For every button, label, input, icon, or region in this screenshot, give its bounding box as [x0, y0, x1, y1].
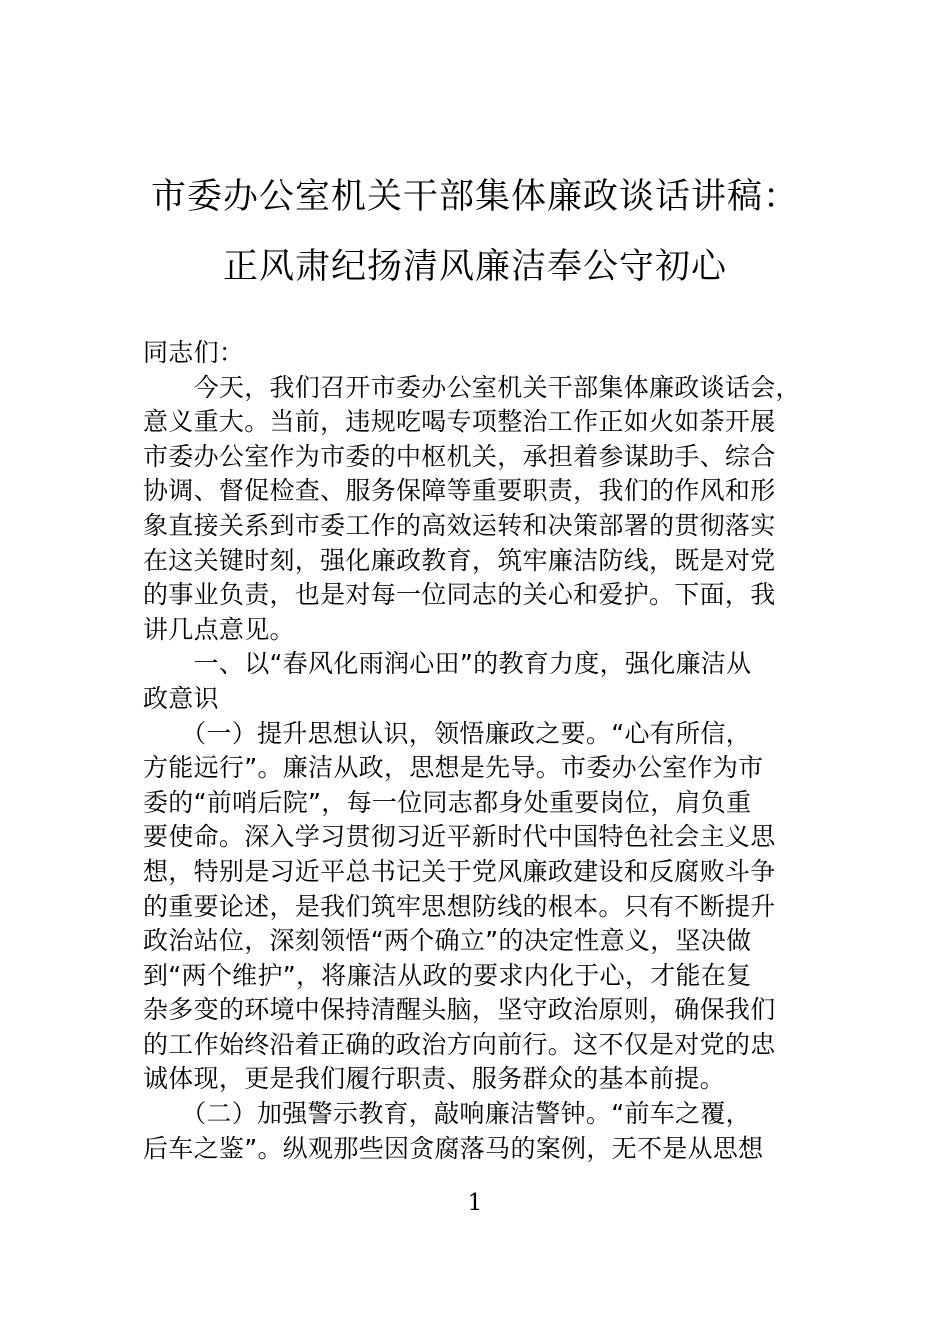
body-text-line: 杂多变的环境中保持清醒头脑，坚守政治原则，确保我们 — [143, 995, 776, 1025]
body-text-line: 的事业负责，也是对每一位同志的关心和爱护。下面，我 — [143, 580, 776, 610]
body-text-line: 政治站位，深刻领悟“两个确立”的决定性意义，坚决做 — [143, 926, 752, 956]
document-body — [143, 336, 833, 1166]
body-text-line: 今天，我们召开市委办公室机关干部集体廉政谈话会， — [143, 372, 801, 402]
body-text-line: 诚体现，更是我们履行职责、服务群众的基本前提。 — [143, 1064, 725, 1094]
body-text-line: （二）加强警示教育，敲响廉洁警钟。“前车之覆， — [143, 1099, 751, 1129]
body-text-line: 的重要论述，是我们筑牢思想防线的根本。只有不断提升 — [143, 891, 776, 921]
body-text-line: 在这关键时刻，强化廉政教育，筑牢廉洁防线，既是对党 — [143, 545, 776, 575]
body-text-line: 方能远行”。廉洁从政，思想是先导。市委办公室作为市 — [143, 753, 764, 783]
page-number: 1 — [467, 1190, 483, 1216]
body-text-line: 象直接关系到市委工作的高效运转和决策部署的贯彻落实 — [143, 510, 776, 540]
document-title-line-1: 市委办公室机关干部集体廉政谈话讲稿： — [150, 177, 799, 217]
body-text-line: 一、以“春风化雨润心田”的教育力度，强化廉洁从 — [143, 649, 752, 679]
body-text-line: 市委办公室作为市委的中枢机关，承担着参谋助手、综合 — [143, 441, 776, 471]
body-text-line: 同志们： — [143, 338, 245, 367]
document-title-line-2: 正风肃纪扬清风廉洁奉公守初心 — [222, 247, 727, 287]
body-text-line: 意义重大。当前，违规吃喝专项整治工作正如火如荼开展 — [143, 407, 776, 437]
body-text-line: 政意识 — [143, 683, 219, 713]
body-text-line: 协调、督促检查、服务保障等重要职责，我们的作风和形 — [143, 476, 776, 506]
body-text-line: 后车之鉴”。纵观那些因贪腐落马的案例，无不是从思想 — [143, 1133, 764, 1163]
body-text-line: 的工作始终沿着正确的政治方向前行。这不仅是对党的忠 — [143, 1029, 776, 1059]
body-text-line: 到“两个维护”，将廉洁从政的要求内化于心，才能在复 — [143, 960, 752, 990]
body-text-line: 委的“前哨后院”，每一位同志都身处重要岗位，肩负重 — [143, 787, 752, 817]
body-text-line: 要使命。深入学习贯彻习近平新时代中国特色社会主义思 — [143, 822, 776, 852]
body-text-line: （一）提升思想认识，领悟廉政之要。“心有所信， — [143, 718, 751, 748]
body-text-line: 想，特别是习近平总书记关于党风廉政建设和反腐败斗争 — [143, 856, 776, 886]
body-text-line: 讲几点意见。 — [143, 614, 295, 644]
